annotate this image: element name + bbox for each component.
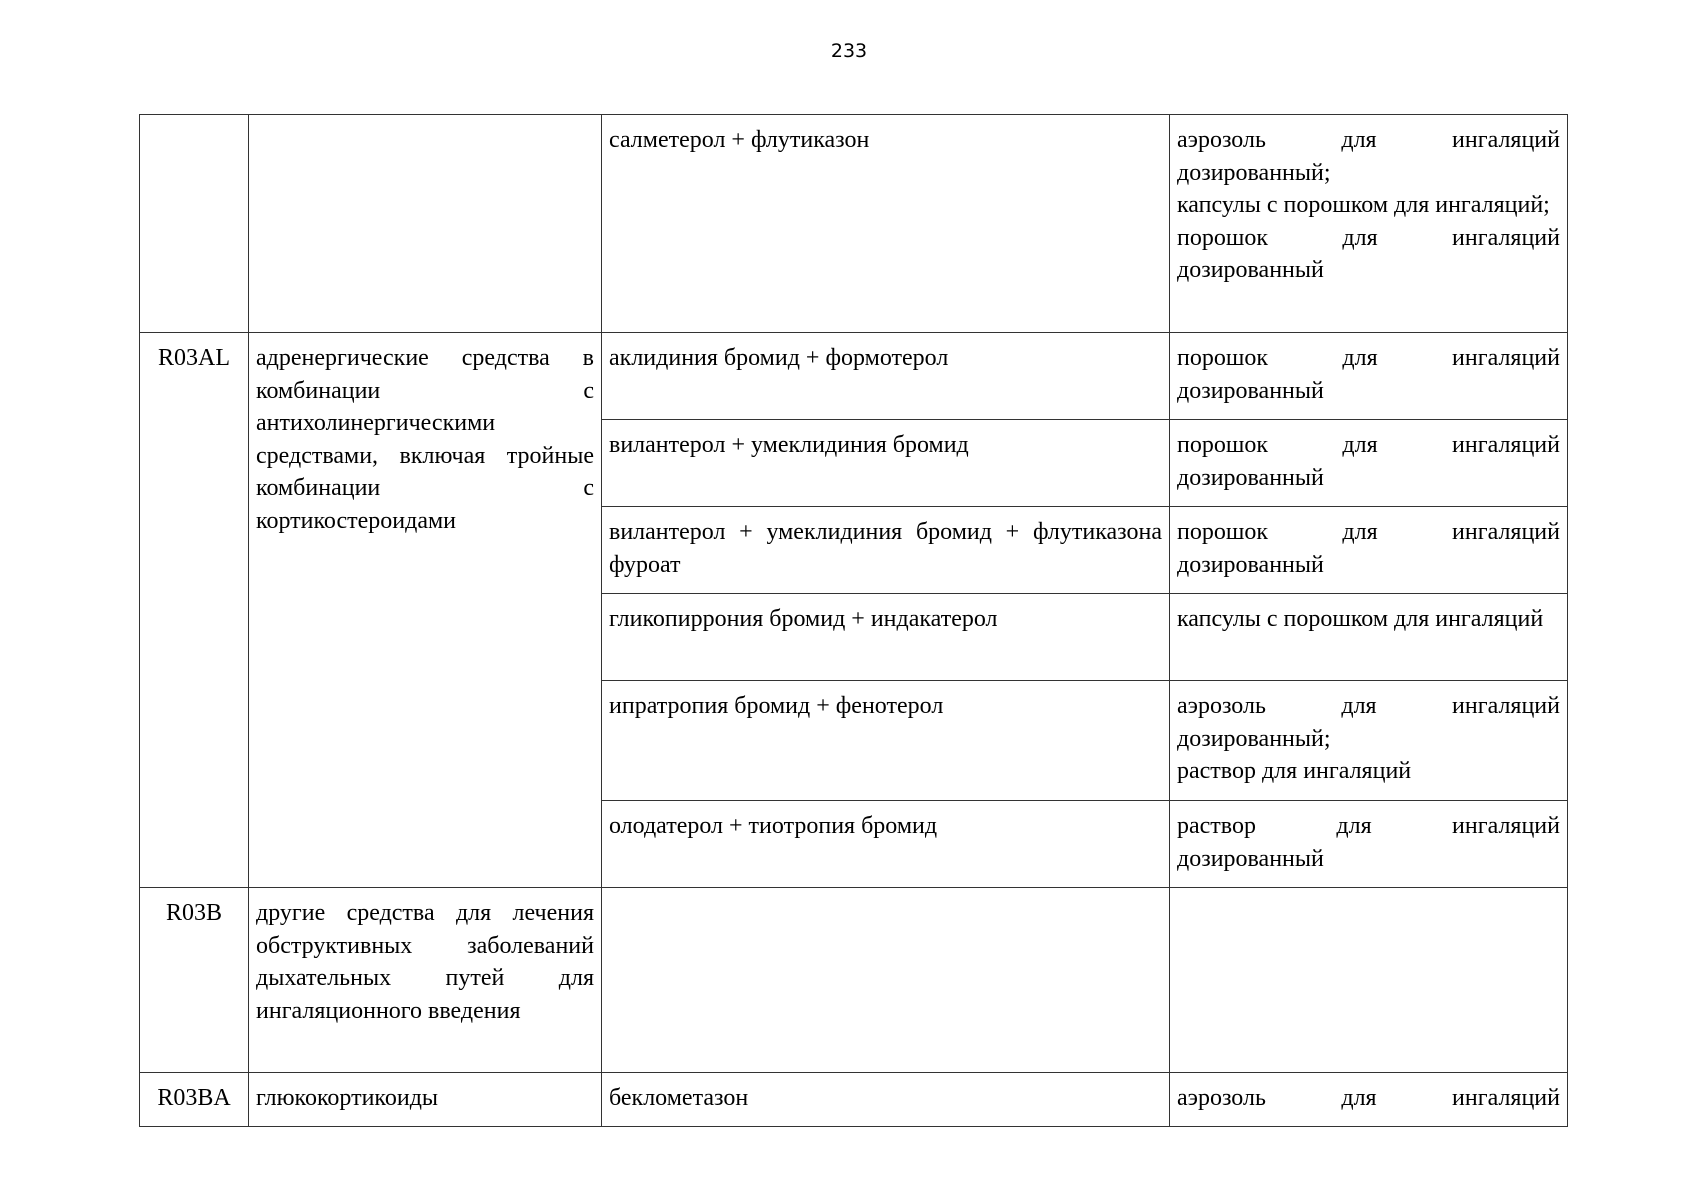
dosage-form-cell	[1170, 801, 1568, 888]
drug-name-cell: гликопиррония бромид + индакатерол	[602, 594, 1170, 681]
dosage-form-line: капсулы с порошком для ингаляций;	[1177, 192, 1550, 218]
atc-code-cell: R03B	[140, 888, 249, 1073]
dosage-form-line: аэрозоль для ингаляций дозированный;	[1177, 127, 1560, 186]
table-row	[140, 888, 1568, 1073]
group-name-cell: другие средства для лечения обструктивных заболеваний дыхательных путей для ингаляционного введения	[249, 888, 602, 1073]
atc-code-cell: R03BA	[140, 1073, 249, 1127]
dosage-form-line: раствор для ингаляций дозированный	[1177, 813, 1560, 872]
group-name-cell: адренергические средства в комбинации с антихолинергическими средствами, включая тройные комбинации с кортикостероидами	[249, 333, 602, 888]
atc-code-cell	[140, 115, 249, 333]
dosage-form-line: порошок для ингаляций дозированный	[1177, 224, 1560, 283]
drug-name-cell: олодатерол + тиотропия бромид	[602, 801, 1170, 888]
table-row	[140, 333, 1568, 420]
dosage-form-line: капсулы с порошком для ингаляций	[1177, 606, 1544, 632]
dosage-form-line: порошок для ингаляций дозированный	[1177, 432, 1560, 491]
dosage-form-cell	[1170, 507, 1568, 594]
drug-name-cell: беклометазон	[602, 1073, 1170, 1127]
drug-table	[139, 114, 1568, 1127]
dosage-form-line: порошок для ингаляций дозированный	[1177, 519, 1560, 578]
dosage-form-line: порошок для ингаляций дозированный	[1177, 345, 1560, 404]
dosage-form-cell	[1170, 115, 1568, 333]
dosage-form-cell	[1170, 681, 1568, 801]
drug-name-cell: вилантерол + умеклидиния бромид + флутиказона фуроат	[602, 507, 1170, 594]
dosage-form-cell	[1170, 888, 1568, 1073]
group-name-cell	[249, 115, 602, 333]
dosage-form-cell	[1170, 420, 1568, 507]
drug-name-cell: аклидиния бромид + формотерол	[602, 333, 1170, 420]
table-row	[140, 1073, 1568, 1127]
drug-name-cell	[602, 888, 1170, 1073]
page-number: 233	[830, 40, 868, 62]
table-row	[140, 115, 1568, 333]
drug-name-cell: вилантерол + умеклидиния бромид	[602, 420, 1170, 507]
drug-name-cell: салметерол + флутиказон	[602, 115, 1170, 333]
dosage-form-line: аэрозоль для ингаляций дозированный;	[1177, 693, 1560, 752]
dosage-form-cell	[1170, 594, 1568, 681]
group-name-cell: глюкокортикоиды	[249, 1073, 602, 1127]
dosage-form-line: аэрозоль для ингаляций	[1177, 1085, 1560, 1111]
drug-name-cell: ипратропия бромид + фенотерол	[602, 681, 1170, 801]
dosage-form-cell	[1170, 1073, 1568, 1127]
dosage-form-line: раствор для ингаляций	[1177, 758, 1412, 784]
atc-code-cell: R03AL	[140, 333, 249, 888]
dosage-form-cell	[1170, 333, 1568, 420]
